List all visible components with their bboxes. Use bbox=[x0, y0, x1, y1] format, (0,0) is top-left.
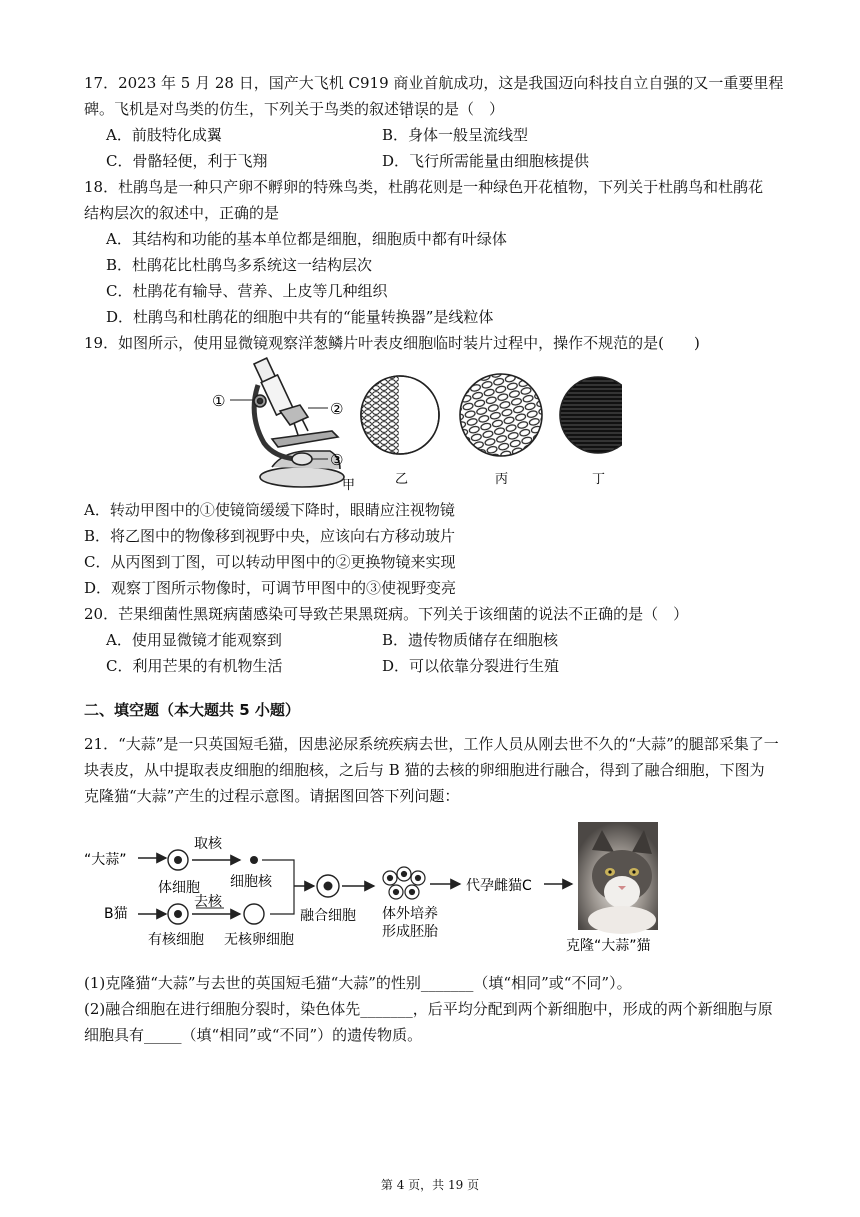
q19-option-a[interactable]: A．转动甲图中的①使镜筒缓缓下降时，眼睛应注视物镜 bbox=[84, 501, 455, 519]
label-jia: 甲 bbox=[342, 478, 356, 493]
embryo-icon bbox=[383, 867, 425, 899]
q18-option-c[interactable]: C．杜鹃花有输导、营养、上皮等几种组织 bbox=[106, 282, 388, 300]
q17-option-a[interactable]: A．前肢特化成翼 bbox=[106, 126, 222, 144]
enucleated-egg-icon bbox=[244, 904, 264, 924]
nucleus-icon bbox=[250, 856, 258, 864]
label-kelong: 克隆“大蒜”猫 bbox=[566, 938, 651, 954]
q21-line3: 克隆猫“大蒜”产生的过程示意图。请据图回答下列问题： bbox=[84, 787, 460, 805]
label-1: ① bbox=[212, 392, 226, 410]
label-2: ② bbox=[330, 400, 344, 418]
label-tixibao: 体细胞 bbox=[158, 880, 200, 896]
q20-option-c[interactable]: C．利用芒果的有机物生活 bbox=[106, 657, 283, 675]
label-ding: 丁 bbox=[592, 472, 606, 487]
q17-option-d[interactable]: D．飞行所需能量由细胞核提供 bbox=[382, 152, 590, 170]
q19-option-c[interactable]: C．从丙图到丁图，可以转动甲图中的②更换物镜来实现 bbox=[84, 553, 456, 571]
q18-line2: 结构层次的叙述中，正确的是 bbox=[84, 204, 280, 222]
q18-line1: 18．杜鹃鸟是一种只产卵不孵卵的特殊鸟类，杜鹃花则是一种绿色开花植物，下列关于杜鹃鸟和杜鹃花 bbox=[84, 178, 764, 196]
label-bing: 丙 bbox=[495, 472, 509, 487]
q17-line2: 碑。飞机是对鸟类的仿生，下列关于鸟类的叙述错误的是（ ） bbox=[84, 100, 505, 118]
q19-line1: 19．如图所示，使用显微镜观察洋葱鳞片叶表皮细胞临时装片过程中，操作不规范的是( ) bbox=[84, 334, 700, 352]
label-bmao: B猫 bbox=[104, 906, 128, 922]
q20-option-b[interactable]: B．遗传物质储存在细胞核 bbox=[382, 631, 559, 649]
q17-line1: 17．2023 年 5 月 28 日，国产大飞机 C919 商业首航成功，这是我国迈向科技自立自强的又一重要里程 bbox=[84, 74, 784, 92]
label-3: ③ bbox=[330, 451, 344, 469]
label-dasuan: “大蒜” bbox=[84, 852, 127, 868]
label-ronghe: 融合细胞 bbox=[300, 908, 356, 924]
label-peiyang1: 体外培养 bbox=[382, 906, 438, 922]
view-yi bbox=[361, 376, 439, 454]
page-footer: 第 4 页，共 19 页 bbox=[380, 1178, 480, 1192]
q17-option-b[interactable]: B．身体一般呈流线型 bbox=[382, 126, 529, 144]
q19-option-d[interactable]: D．观察丁图所示物像时，可调节甲图中的③使视野变亮 bbox=[84, 579, 457, 597]
q21-line1: 21．“大蒜”是一只英国短毛猫，因患泌尿系统疾病去世，工作人员从刚去世不久的“大蒜”的腿部采集了一 bbox=[84, 735, 779, 753]
label-peiyang2: 形成胚胎 bbox=[382, 924, 438, 940]
q18-option-b[interactable]: B．杜鹃花比杜鹃鸟多系统这一结构层次 bbox=[106, 256, 373, 274]
q17-option-c[interactable]: C．骨骼轻便，利于飞翔 bbox=[106, 152, 268, 170]
q20-option-d[interactable]: D．可以依靠分裂进行生殖 bbox=[382, 657, 560, 675]
q21-subq2-line2: 细胞具有_____（填“相同”或“不同”）的遗传物质。 bbox=[84, 1026, 423, 1044]
microscope-figure bbox=[212, 355, 622, 495]
q19-option-b[interactable]: B．将乙图中的物像移到视野中央，应该向右方移动玻片 bbox=[84, 527, 456, 545]
view-ding bbox=[560, 377, 622, 453]
label-daiyun: 代孕雌猫C bbox=[466, 878, 532, 894]
cat-photo-icon bbox=[578, 822, 658, 934]
q20-line1: 20．芒果细菌性黑斑病菌感染可导致芒果黑斑病。下列关于该细菌的说法不正确的是（ ） bbox=[84, 605, 689, 623]
q20-option-a[interactable]: A．使用显微镜才能观察到 bbox=[106, 631, 282, 649]
label-wuhe: 无核卵细胞 bbox=[224, 932, 294, 948]
label-youhe: 有核细胞 bbox=[148, 932, 204, 948]
q21-subq2-line1: (2)融合细胞在进行细胞分裂时，染色体先_______，后平均分配到两个新细胞中，形成的两个新细胞与原 bbox=[84, 1000, 773, 1018]
q21-subq1: (1)克隆猫“大蒜”与去世的英国短毛猫“大蒜”的性别_______（填“相同”或“不同”）。 bbox=[84, 974, 632, 992]
view-bing bbox=[460, 374, 542, 456]
section-title: 二、填空题（本大题共 5 小题） bbox=[84, 701, 300, 719]
q18-option-a[interactable]: A．其结构和功能的基本单位都是细胞，细胞质中都有叶绿体 bbox=[106, 230, 507, 248]
cloning-diagram bbox=[82, 820, 682, 960]
q18-option-d[interactable]: D．杜鹃鸟和杜鹃花的细胞中共有的“能量转换器”是线粒体 bbox=[106, 308, 494, 326]
q21-line2: 块表皮，从中提取表皮细胞的细胞核，之后与 B 猫的去核的卵细胞进行融合，得到了融合细胞，下图为 bbox=[84, 761, 765, 779]
label-qhe: 去核 bbox=[194, 894, 222, 910]
label-quhe: 取核 bbox=[194, 836, 222, 852]
label-xibaohe: 细胞核 bbox=[230, 874, 272, 890]
label-yi: 乙 bbox=[395, 472, 409, 487]
